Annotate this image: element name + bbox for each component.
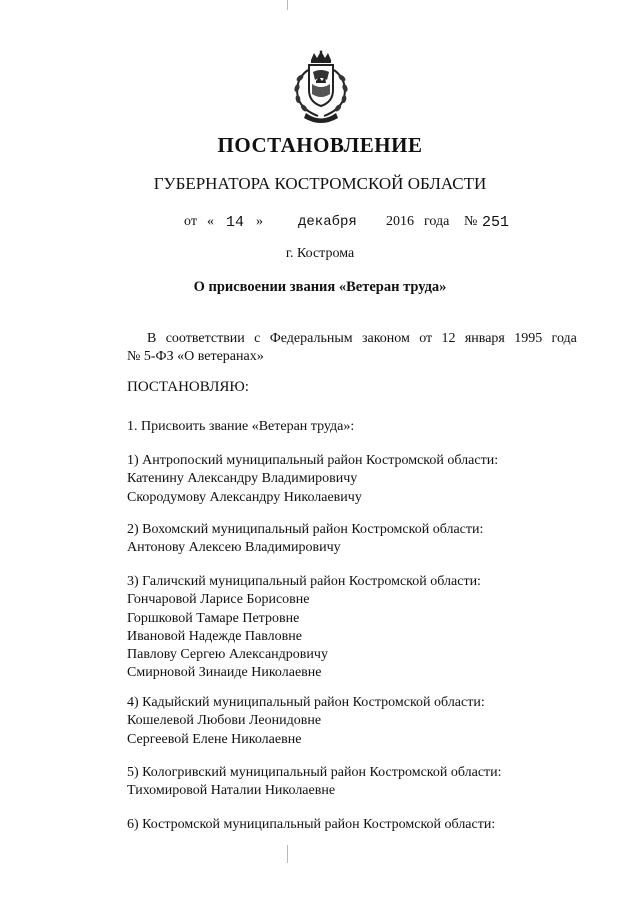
scan-mark xyxy=(287,0,288,10)
document-heading: О присвоении звания «Ветеран труда» xyxy=(193,279,447,295)
district-section xyxy=(127,521,483,558)
date-from-prefix: от xyxy=(184,214,197,229)
district-name: 6) Костромской муниципальный район Костромской области: xyxy=(127,817,496,832)
person-name: Сергеевой Елене Николаевне xyxy=(127,731,302,747)
date-year: 2016 xyxy=(386,214,414,229)
preamble-word: соответствии xyxy=(165,331,245,346)
preamble-word: 12 xyxy=(441,331,456,346)
district-section xyxy=(127,694,485,749)
person-name: Катенину Александру Владимировичу xyxy=(127,471,358,487)
person-name: Гончаровой Ларисе Борисовне xyxy=(127,592,310,608)
district-name: 3) Галичский муниципальный район Костромской области: xyxy=(127,574,481,589)
preamble-word: законом xyxy=(361,331,410,346)
person-name: Смирновой Зинаиде Николаевне xyxy=(127,665,322,681)
preamble-word: Федеральным xyxy=(269,331,353,346)
district-section xyxy=(127,573,481,683)
person-name: Ивановой Надежде Павловне xyxy=(127,628,302,644)
district-name: 2) Вохомский муниципальный район Костромской области: xyxy=(127,522,484,537)
person-name: Кошелевой Любови Леонидовне xyxy=(127,713,322,729)
item-1: 1. Присвоить звание «Ветеран труда»: xyxy=(127,419,355,434)
preamble-word: января xyxy=(464,331,505,346)
preamble-word: 1995 xyxy=(514,331,543,346)
preamble-word: от xyxy=(419,331,433,346)
preamble-paragraph xyxy=(127,330,577,366)
district-section xyxy=(127,764,502,801)
date-open-quote: « xyxy=(207,214,214,229)
person-name: Скородумову Александру Николаевичу xyxy=(127,489,362,505)
preamble-line-1 xyxy=(147,330,577,348)
issuer-line: ГУБЕРНАТОРА КОСТРОМСКОЙ ОБЛАСТИ xyxy=(153,174,487,193)
district-section xyxy=(127,816,495,834)
preamble-word: В xyxy=(147,331,157,346)
person-name: Павлову Сергею Александровичу xyxy=(127,647,328,663)
person-name: Антонову Алексею Владимировичу xyxy=(127,540,341,556)
document-number: 251 xyxy=(482,214,510,231)
district-name: 1) Антропоский муниципальный район Костромской области: xyxy=(127,453,499,468)
scan-mark xyxy=(287,845,288,863)
document-title: ПОСТАНОВЛЕНИЕ xyxy=(217,133,423,157)
district-name: 4) Кадыйский муниципальный район Костромской области: xyxy=(127,695,485,710)
person-name: Тихомировой Наталии Николаевне xyxy=(127,783,336,799)
date-number-sign: № xyxy=(464,214,478,229)
city-line: г. Кострома xyxy=(285,246,355,261)
date-month: декабря xyxy=(298,214,357,230)
district-name: 5) Кологривский муниципальный район Костромской области: xyxy=(127,765,502,780)
preamble-line-2: № 5-ФЗ «О ветеранах» xyxy=(127,349,264,364)
date-year-word: года xyxy=(424,214,450,229)
coat-of-arms-emblem xyxy=(288,50,354,126)
person-name: Горшковой Тамаре Петровне xyxy=(127,610,300,626)
date-close-quote: » xyxy=(256,214,263,229)
preamble-word: года xyxy=(551,331,577,346)
decree-word: ПОСТАНОВЛЯЮ: xyxy=(127,379,249,395)
preamble-word: с xyxy=(254,331,261,346)
date-day: 14 xyxy=(226,214,245,231)
district-section xyxy=(127,452,498,507)
